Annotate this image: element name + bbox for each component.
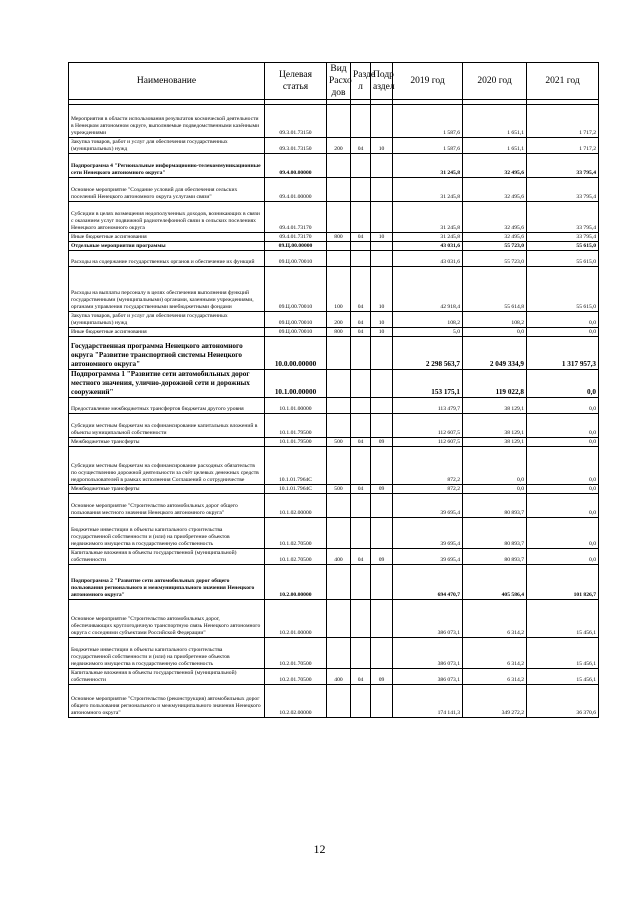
table-body xyxy=(69,100,599,718)
cell-2021: 0,0 xyxy=(527,328,599,337)
page-number: 12 xyxy=(313,842,326,856)
table-row xyxy=(69,202,599,233)
cell-name: Подпрограмма 4 "Региональные информационно-телекоммуникационные сети Ненецкого автономного округа" xyxy=(69,154,265,178)
cell-expense-type xyxy=(327,337,351,370)
cell-expense-type: 200 xyxy=(327,138,351,154)
cell-2020: 55 723,0 xyxy=(463,251,527,267)
cell-2021: 0,0 xyxy=(527,549,599,565)
cell-subsection: 09 xyxy=(371,549,393,565)
cell-section: 04 xyxy=(351,267,371,312)
cell-code: 09.Ц.00.70010 xyxy=(265,328,327,337)
cell-2019: 42 918,4 xyxy=(393,267,463,312)
table-row xyxy=(69,485,599,494)
cell-expense-type xyxy=(327,685,351,718)
cell-2020: 0,0 xyxy=(463,328,527,337)
cell-2020: 6 314,2 xyxy=(463,600,527,638)
cell-2020: 2 049 334,9 xyxy=(463,337,527,370)
cell-section xyxy=(351,494,371,518)
cell-2019: 39 695,4 xyxy=(393,494,463,518)
cell-expense-type xyxy=(327,518,351,549)
cell-subsection xyxy=(371,242,393,251)
table-row xyxy=(69,414,599,438)
cell-subsection xyxy=(371,685,393,718)
table-row xyxy=(69,370,599,398)
cell-code: 10.0.00.00000 xyxy=(265,337,327,370)
table-row xyxy=(69,685,599,718)
cell-name: Иные бюджетные ассигнования xyxy=(69,328,265,337)
cell-section xyxy=(351,105,371,138)
cell-subsection xyxy=(371,105,393,138)
cell-expense-type xyxy=(327,251,351,267)
cell-section xyxy=(351,600,371,638)
table-row xyxy=(69,669,599,685)
cell-expense-type: 800 xyxy=(327,233,351,242)
cell-name: Межбюджетные трансферты xyxy=(69,438,265,447)
cell-code: 10.1.01.79500 xyxy=(265,414,327,438)
cell-name: Закупка товаров, работ и услуг для обеспечения государственных (муниципальных) нужд xyxy=(69,138,265,154)
cell-name: Предоставление межбюджетных трансфертов бюджетам другого уровня xyxy=(69,398,265,414)
cell-code: 09.4.00.00000 xyxy=(265,154,327,178)
cell-section xyxy=(351,414,371,438)
cell-2019: 43 031,6 xyxy=(393,242,463,251)
cell-name: Мероприятия в области использования результатов космической деятельности в Ненецком автономном округе, выполняемые подведомственными казёнными учреждениями xyxy=(69,105,265,138)
table-header-row xyxy=(69,63,599,100)
cell-name: Государственная программа Ненецкого автономного округа "Развитие транспортной системы Ненецкого автономного округа" xyxy=(69,337,265,370)
table-row xyxy=(69,337,599,370)
cell-subsection xyxy=(371,447,393,485)
cell-subsection: 10 xyxy=(371,312,393,328)
cell-code: 09.3.01.73150 xyxy=(265,138,327,154)
cell-section xyxy=(351,685,371,718)
cell-2019: 1 587,6 xyxy=(393,138,463,154)
table-row xyxy=(69,242,599,251)
cell-2019: 694 470,7 xyxy=(393,565,463,600)
cell-expense-type xyxy=(327,414,351,438)
cell-section: 04 xyxy=(351,549,371,565)
cell-section: 04 xyxy=(351,485,371,494)
cell-subsection: 09 xyxy=(371,669,393,685)
cell-code: 09.Ц.00.70010 xyxy=(265,251,327,267)
cell-name: Закупка товаров, работ и услуг для обеспечения государственных (муниципальных) нужд xyxy=(69,312,265,328)
cell-code: 10.1.01.7964С xyxy=(265,447,327,485)
cell-expense-type: 400 xyxy=(327,549,351,565)
cell-subsection: 09 xyxy=(371,438,393,447)
cell-2019: 5,0 xyxy=(393,328,463,337)
cell-expense-type xyxy=(327,494,351,518)
cell-2019: 108,2 xyxy=(393,312,463,328)
cell-2021: 33 795,4 xyxy=(527,154,599,178)
cell-subsection xyxy=(371,154,393,178)
cell-name: Основное мероприятие "Строительство автомобильных дорог общего пользования местного значения Ненецкого автономного округа" xyxy=(69,494,265,518)
cell-code: 10.2.00.00000 xyxy=(265,565,327,600)
cell-2019: 1 587,6 xyxy=(393,105,463,138)
cell-subsection: 10 xyxy=(371,328,393,337)
cell-2020: 80 893,7 xyxy=(463,518,527,549)
cell-2020: 32 495,6 xyxy=(463,202,527,233)
cell-code: 10.1.01.7964С xyxy=(265,485,327,494)
header-year-2019: 2019 год xyxy=(393,63,463,100)
cell-code: 09.Ц.00.00000 xyxy=(265,242,327,251)
cell-expense-type xyxy=(327,154,351,178)
cell-code: 10.2.01.70500 xyxy=(265,669,327,685)
table-row xyxy=(69,178,599,202)
cell-name: Бюджетные инвестиции в объекты капитального строительства государственной собственности и (или) на приобретение объектов недвижимого имущества в государственную собственность xyxy=(69,518,265,549)
cell-expense-type: 400 xyxy=(327,669,351,685)
cell-2019: 113 479,7 xyxy=(393,398,463,414)
table-row xyxy=(69,105,599,138)
cell-section xyxy=(351,178,371,202)
cell-subsection xyxy=(371,494,393,518)
cell-subsection xyxy=(371,337,393,370)
cell-2021: 33 795,4 xyxy=(527,202,599,233)
cell-2021: 55 615,0 xyxy=(527,242,599,251)
header-subsection: Подр аздел xyxy=(371,63,393,100)
cell-code: 09.3.01.73150 xyxy=(265,105,327,138)
cell-section: 04 xyxy=(351,233,371,242)
cell-expense-type xyxy=(327,398,351,414)
cell-2020: 119 022,8 xyxy=(463,370,527,398)
cell-name: Расходы на выплаты персоналу в целях обеспечения выполнения функций государственными (муниципальными) органами, казенными учреждениями, органами управления государственными внебюджетными фондами xyxy=(69,267,265,312)
cell-2019: 386 073,1 xyxy=(393,638,463,669)
cell-2020: 108,2 xyxy=(463,312,527,328)
cell-2020: 38 129,1 xyxy=(463,398,527,414)
cell-name: Субсидии местным бюджетам на софинансирование расходных обязательств по осуществлению дорожной деятельности за счёт целевых денежных средств недропользователей в рамках исполнения Соглашений о сотрудничестве xyxy=(69,447,265,485)
cell-subsection xyxy=(371,370,393,398)
cell-subsection: 10 xyxy=(371,233,393,242)
cell-name: Основное мероприятие "Создание условий для обеспечения сельских поселений Ненецкого автономного округа услугами связи" xyxy=(69,178,265,202)
cell-expense-type xyxy=(327,105,351,138)
cell-2020: 6 314,2 xyxy=(463,638,527,669)
cell-name: Капитальные вложения в объекты государственной (муниципальной) собственности xyxy=(69,669,265,685)
cell-name: Иные бюджетные ассигнования xyxy=(69,233,265,242)
cell-2021: 0,0 xyxy=(527,447,599,485)
header-section: Разде л xyxy=(351,63,371,100)
cell-2020: 6 314,2 xyxy=(463,669,527,685)
cell-expense-type: 100 xyxy=(327,267,351,312)
cell-subsection xyxy=(371,638,393,669)
cell-subsection: 10 xyxy=(371,138,393,154)
cell-code: 10.1.01.00000 xyxy=(265,398,327,414)
budget-table xyxy=(68,62,599,718)
cell-2021: 55 615,0 xyxy=(527,267,599,312)
cell-section xyxy=(351,337,371,370)
cell-expense-type xyxy=(327,202,351,233)
cell-2020: 38 129,1 xyxy=(463,414,527,438)
cell-code: 10.1.02.00000 xyxy=(265,494,327,518)
header-name: Наименование xyxy=(69,63,265,100)
header-expense-type: Вид Расхо дов xyxy=(327,63,351,100)
cell-section xyxy=(351,202,371,233)
cell-name: Субсидии местным бюджетам на софинансирование капитальных вложений в объекты муниципальной собственности xyxy=(69,414,265,438)
cell-section xyxy=(351,565,371,600)
cell-code: 09.4.01.73170 xyxy=(265,233,327,242)
cell-expense-type xyxy=(327,370,351,398)
cell-2021: 1 717,2 xyxy=(527,138,599,154)
cell-code: 10.1.01.79500 xyxy=(265,438,327,447)
cell-2020: 32 495,6 xyxy=(463,233,527,242)
cell-2019: 43 031,6 xyxy=(393,251,463,267)
table-row xyxy=(69,494,599,518)
table-row xyxy=(69,154,599,178)
cell-2020: 55 723,0 xyxy=(463,242,527,251)
cell-code: 10.1.02.70500 xyxy=(265,518,327,549)
cell-2020: 38 129,1 xyxy=(463,438,527,447)
cell-2021: 1 317 957,3 xyxy=(527,337,599,370)
cell-2021: 55 615,0 xyxy=(527,251,599,267)
table-row xyxy=(69,447,599,485)
cell-2019: 31 245,8 xyxy=(393,233,463,242)
cell-2019: 31 245,8 xyxy=(393,178,463,202)
cell-expense-type xyxy=(327,178,351,202)
cell-expense-type xyxy=(327,447,351,485)
cell-2019: 386 073,1 xyxy=(393,669,463,685)
table-row xyxy=(69,438,599,447)
cell-2021: 33 795,4 xyxy=(527,233,599,242)
cell-2021: 101 826,7 xyxy=(527,565,599,600)
table-row xyxy=(69,398,599,414)
cell-2019: 31 245,8 xyxy=(393,202,463,233)
cell-expense-type xyxy=(327,638,351,669)
cell-code: 09.Ц.00.70010 xyxy=(265,267,327,312)
cell-2020: 80 893,7 xyxy=(463,549,527,565)
cell-section: 04 xyxy=(351,328,371,337)
cell-subsection xyxy=(371,565,393,600)
cell-2021: 33 795,4 xyxy=(527,178,599,202)
cell-name: Капитальные вложения в объекты государственной (муниципальной) собственности xyxy=(69,549,265,565)
cell-expense-type: 500 xyxy=(327,485,351,494)
cell-code: 10.2.01.00000 xyxy=(265,600,327,638)
cell-2021: 15 456,1 xyxy=(527,600,599,638)
cell-subsection xyxy=(371,202,393,233)
cell-code: 09.Ц.00.70010 xyxy=(265,312,327,328)
cell-2019: 112 607,5 xyxy=(393,438,463,447)
cell-name: Отдельные мероприятия программы xyxy=(69,242,265,251)
header-year-2020: 2020 год xyxy=(463,63,527,100)
cell-code: 10.1.00.00000 xyxy=(265,370,327,398)
cell-code: 10.1.02.70500 xyxy=(265,549,327,565)
cell-code: 09.4.01.73170 xyxy=(265,202,327,233)
cell-name: Основное мероприятие "Строительство (реконструкция) автомобильных дорог общего пользования регионального и межмуниципального значения Ненецкого автономного округа" xyxy=(69,685,265,718)
cell-expense-type xyxy=(327,565,351,600)
cell-2019: 872,2 xyxy=(393,485,463,494)
cell-2021: 0,0 xyxy=(527,398,599,414)
cell-2021: 0,0 xyxy=(527,494,599,518)
cell-2019: 2 298 563,7 xyxy=(393,337,463,370)
cell-section: 04 xyxy=(351,312,371,328)
cell-name: Подпрограмма 1 "Развитие сети автомобильных дорог местного значения, улично-дорожной сети и дорожных сооружений" xyxy=(69,370,265,398)
cell-2019: 39 695,4 xyxy=(393,549,463,565)
cell-2021: 0,0 xyxy=(527,414,599,438)
cell-2021: 0,0 xyxy=(527,485,599,494)
table-row xyxy=(69,138,599,154)
header-year-2021: 2021 год xyxy=(527,63,599,100)
cell-2019: 39 695,4 xyxy=(393,518,463,549)
cell-name: Субсидии в целях возмещения недополученных доходов, возникающих в связи с оказанием услуг подвижной радиотелефонной связи в сельских поселениях Ненецкого автономного округа xyxy=(69,202,265,233)
cell-2020: 349 272,2 xyxy=(463,685,527,718)
cell-section: 04 xyxy=(351,669,371,685)
cell-2021: 0,0 xyxy=(527,312,599,328)
cell-subsection xyxy=(371,414,393,438)
cell-section xyxy=(351,638,371,669)
cell-expense-type: 500 xyxy=(327,438,351,447)
cell-2021: 0,0 xyxy=(527,518,599,549)
cell-expense-type xyxy=(327,600,351,638)
cell-subsection xyxy=(371,178,393,202)
cell-2019: 386 073,1 xyxy=(393,600,463,638)
cell-2021: 0,0 xyxy=(527,370,599,398)
cell-section: 04 xyxy=(351,138,371,154)
table-row xyxy=(69,233,599,242)
cell-section xyxy=(351,154,371,178)
cell-2021: 15 456,1 xyxy=(527,638,599,669)
cell-2020: 0,0 xyxy=(463,485,527,494)
cell-2020: 1 651,1 xyxy=(463,138,527,154)
cell-subsection xyxy=(371,398,393,414)
cell-subsection xyxy=(371,251,393,267)
cell-2019: 174 141,3 xyxy=(393,685,463,718)
table-row xyxy=(69,638,599,669)
cell-name: Бюджетные инвестиции в объекты капитального строительства государственной собственности и (или) на приобретение объектов недвижимого имущества в государственную собственность xyxy=(69,638,265,669)
cell-name: Подпрограмма 2 "Развитие сети автомобильных дорог общего пользования регионального и межмуниципального значения Ненецкого автономного округа" xyxy=(69,565,265,600)
cell-2019: 872,2 xyxy=(393,447,463,485)
cell-2021: 0,0 xyxy=(527,438,599,447)
cell-2021: 36 370,6 xyxy=(527,685,599,718)
cell-name: Расходы на содержание государственных органов и обеспечение их функций xyxy=(69,251,265,267)
cell-name: Межбюджетные трансферты xyxy=(69,485,265,494)
cell-section xyxy=(351,398,371,414)
cell-2020: 80 893,7 xyxy=(463,494,527,518)
table-row xyxy=(69,267,599,312)
cell-code: 10.2.01.70500 xyxy=(265,638,327,669)
cell-code: 10.2.02.00000 xyxy=(265,685,327,718)
cell-2019: 112 607,5 xyxy=(393,414,463,438)
cell-code: 09.4.01.00000 xyxy=(265,178,327,202)
cell-section xyxy=(351,242,371,251)
cell-expense-type xyxy=(327,242,351,251)
cell-2020: 32 495,6 xyxy=(463,154,527,178)
cell-subsection xyxy=(371,518,393,549)
cell-2020: 405 586,4 xyxy=(463,565,527,600)
table-row xyxy=(69,565,599,600)
cell-section xyxy=(351,251,371,267)
table-row xyxy=(69,312,599,328)
cell-2020: 1 651,1 xyxy=(463,105,527,138)
cell-section xyxy=(351,370,371,398)
cell-subsection xyxy=(371,600,393,638)
cell-2020: 32 495,6 xyxy=(463,178,527,202)
cell-expense-type: 800 xyxy=(327,328,351,337)
cell-2020: 55 614,8 xyxy=(463,267,527,312)
cell-subsection: 09 xyxy=(371,485,393,494)
table-row xyxy=(69,518,599,549)
table-row xyxy=(69,549,599,565)
cell-section: 04 xyxy=(351,438,371,447)
cell-2020: 0,0 xyxy=(463,447,527,485)
cell-section xyxy=(351,447,371,485)
table-row xyxy=(69,600,599,638)
header-code: Целевая статья xyxy=(265,63,327,100)
table-row xyxy=(69,328,599,337)
cell-2019: 31 245,8 xyxy=(393,154,463,178)
cell-2021: 15 456,1 xyxy=(527,669,599,685)
table-row xyxy=(69,251,599,267)
cell-2019: 153 175,1 xyxy=(393,370,463,398)
cell-name: Основное мероприятие "Строительство автомобильных дорог, обеспечивающих круглогодичную транспортную связь Ненецкого автономного округа с соседними субъектами Российской Федерации" xyxy=(69,600,265,638)
cell-subsection: 10 xyxy=(371,267,393,312)
cell-expense-type: 200 xyxy=(327,312,351,328)
cell-2021: 1 717,2 xyxy=(527,105,599,138)
cell-section xyxy=(351,518,371,549)
